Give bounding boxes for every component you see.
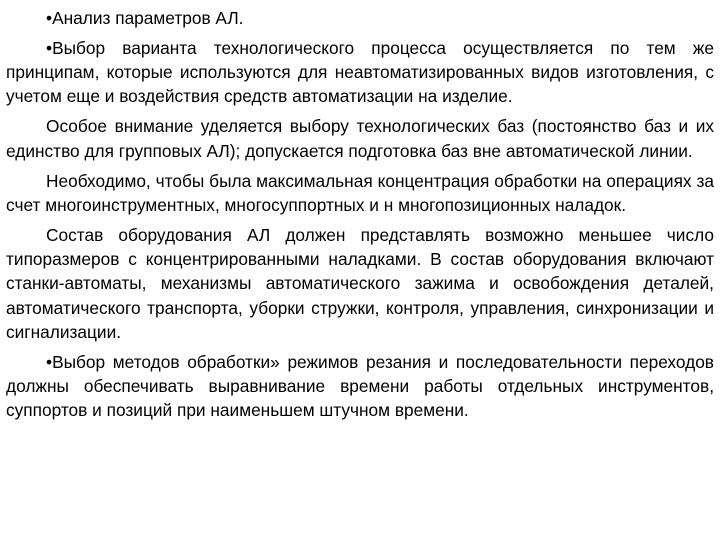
- paragraph-text: Анализ параметров АЛ.: [52, 8, 244, 28]
- bullet-icon: •: [46, 8, 53, 28]
- paragraph-text: Особое внимание уделяется выбору технологических баз (постоянство баз и их единство для групповых АЛ); допускается подготовка баз вне автоматической линии.: [6, 116, 714, 161]
- paragraph-text: Необходимо, чтобы была максимальная концентрация обработки на операциях за счет многоинструментных, многосуппортных и н многопозиционных наладок.: [6, 170, 714, 215]
- paragraph-process-choice: [6, 36, 714, 109]
- bullet-icon: •: [46, 37, 53, 58]
- paragraph-equipment: [6, 223, 714, 344]
- paragraph-text: Состав оборудования АЛ должен представлять возможно меньшее число типоразмеров с концентрированными наладками. В состав оборудования включают станки-автоматы, механизмы автоматического зажима и освобождения деталей, автоматического транспорта, уборки стружки, контроля, управления, синхронизации и сигнализации.: [6, 224, 714, 342]
- paragraph-bases: [6, 114, 714, 163]
- paragraph-methods: [6, 350, 714, 423]
- slide-body: [6, 6, 714, 423]
- bullet-icon: •: [46, 351, 53, 372]
- paragraph-concentration: [6, 169, 714, 218]
- paragraph-analysis: [6, 6, 714, 30]
- paragraph-text: Выбор методов обработки» режимов резания и последовательности переходов должны обеспечивать выравнивание времени работы отдельных инструментов, суппортов и позиций при наименьшем штучном времени.: [6, 351, 714, 421]
- paragraph-text: Выбор варианта технологического процесса осуществляется по тем же принципам, которые используются для неавтоматизированных видов изготовления, с учетом еще и воздействия средств автоматизации на изделие.: [6, 37, 714, 107]
